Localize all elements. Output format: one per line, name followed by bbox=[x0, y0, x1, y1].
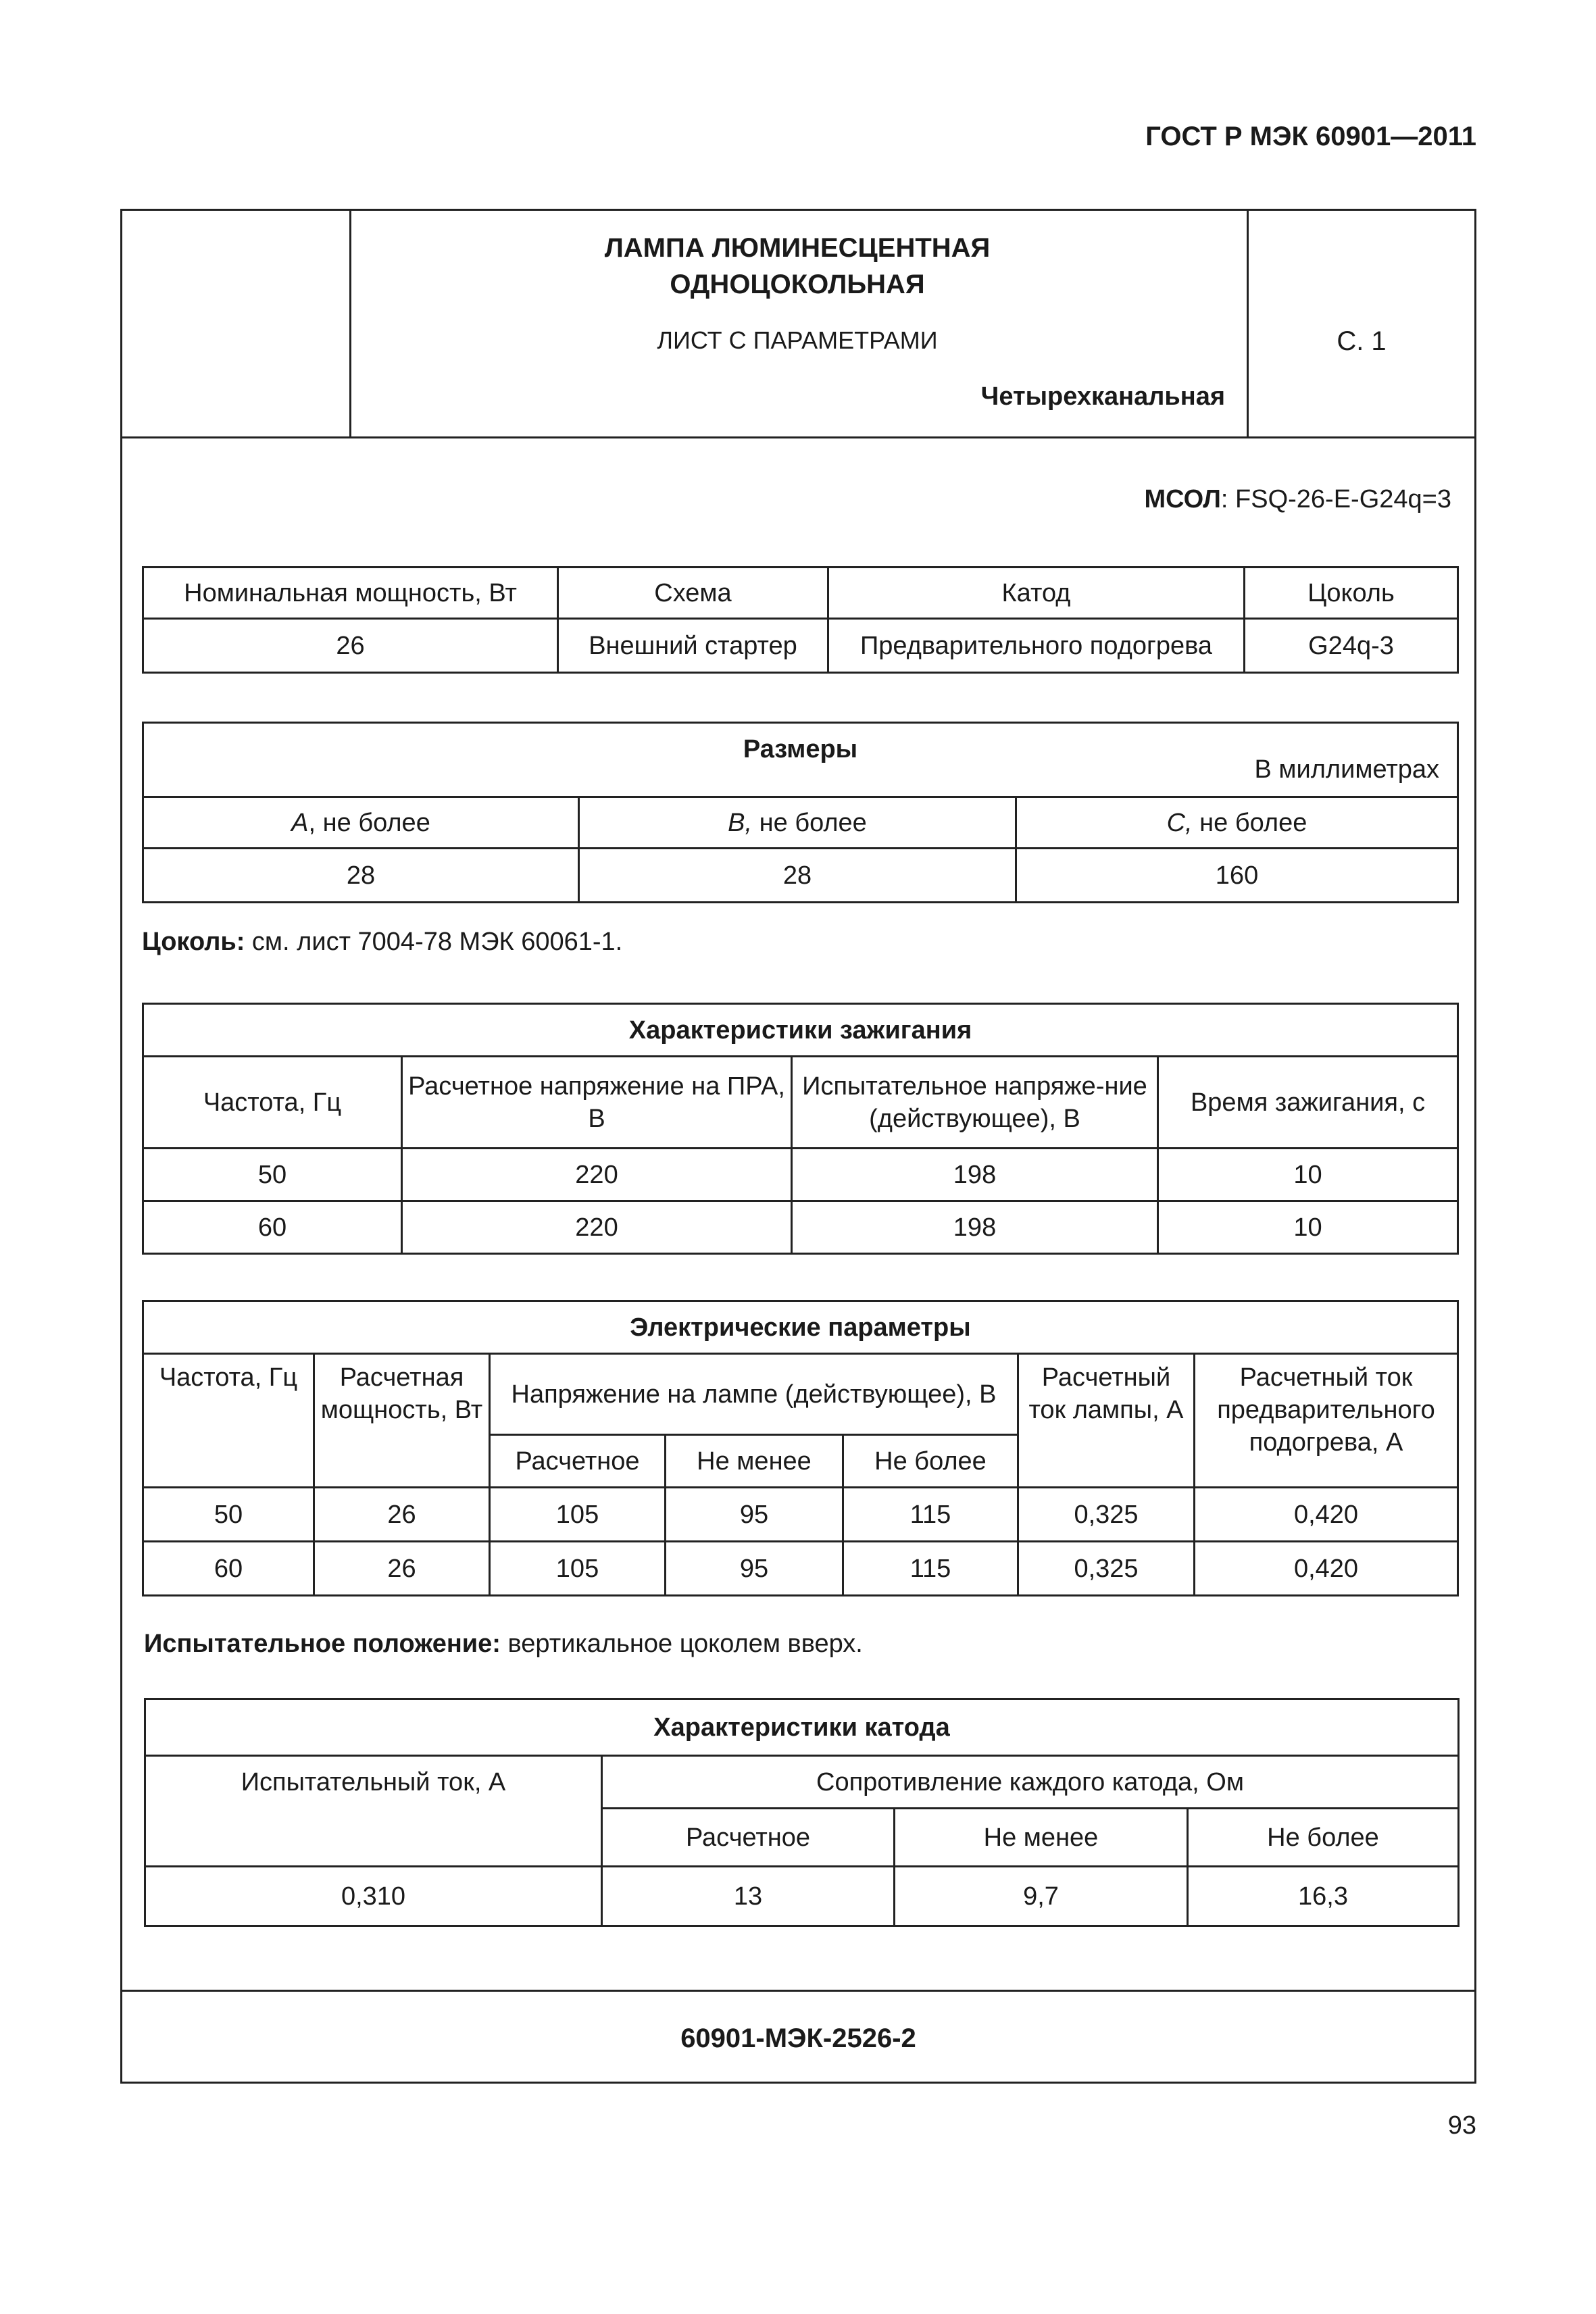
cell-el-v-min: 95 bbox=[666, 1542, 843, 1596]
th-base: Цоколь bbox=[1245, 568, 1458, 619]
cell-ign-time: 10 bbox=[1158, 1149, 1458, 1201]
table-row bbox=[143, 1149, 1458, 1201]
cell-cat-rated: 13 bbox=[602, 1867, 895, 1926]
header-divider-right bbox=[1247, 209, 1249, 436]
th-el-voltage: Напряжение на лампе (действующее), В bbox=[490, 1354, 1018, 1435]
msol-value: : FSQ-26-E-G24q=3 bbox=[1220, 485, 1451, 513]
cell-el-v-rated: 105 bbox=[490, 1488, 666, 1542]
test-position-text: вертикальное цоколем вверх. bbox=[500, 1630, 863, 1658]
th-cat-test-current: Испытательный ток, А bbox=[145, 1756, 602, 1867]
th-el-current: Расчетный ток лампы, А bbox=[1018, 1354, 1195, 1488]
dim-b-suffix: не более bbox=[752, 808, 867, 837]
test-position-note bbox=[144, 1630, 863, 1659]
dim-c-letter: С, bbox=[1166, 808, 1193, 837]
th-dim-c bbox=[1016, 797, 1458, 849]
test-position-label: Испытательное положение: bbox=[144, 1630, 501, 1658]
table-row bbox=[143, 849, 1458, 903]
electrical-table bbox=[142, 1300, 1459, 1596]
th-cat-resistance: Сопротивление каждого катода, Ом bbox=[602, 1756, 1459, 1809]
th-dim-a bbox=[143, 797, 579, 849]
cell-ign-ballast-voltage: 220 bbox=[402, 1201, 792, 1254]
cell-el-v-max: 115 bbox=[843, 1542, 1018, 1596]
base-note-label: Цоколь: bbox=[142, 928, 245, 956]
sheet-title-line1: ЛАМПА ЛЮМИНЕСЦЕНТНАЯ bbox=[604, 233, 991, 263]
cell-el-current: 0,325 bbox=[1018, 1542, 1195, 1596]
sheet-variant: Четырехканальная bbox=[980, 382, 1225, 411]
dimensions-unit: В миллиметрах bbox=[1254, 755, 1439, 784]
dimensions-caption-cell bbox=[143, 723, 1458, 797]
th-ign-freq: Частота, Гц bbox=[143, 1057, 402, 1149]
th-dim-b bbox=[579, 797, 1016, 849]
table-row bbox=[143, 1201, 1458, 1254]
th-power: Номинальная мощность, Вт bbox=[143, 568, 558, 619]
th-cathode: Катод bbox=[828, 568, 1245, 619]
cell-ign-test-voltage: 198 bbox=[792, 1149, 1158, 1201]
th-el-power: Расчетная мощность, Вт bbox=[314, 1354, 490, 1488]
th-cat-max: Не более bbox=[1188, 1809, 1459, 1867]
cell-el-freq: 60 bbox=[143, 1542, 314, 1596]
cell-el-v-max: 115 bbox=[843, 1488, 1018, 1542]
electrical-caption: Электрические параметры bbox=[143, 1301, 1458, 1354]
cell-dim-a: 28 bbox=[143, 849, 579, 903]
th-el-preheat: Расчетный ток предварительного подогрева, А bbox=[1195, 1354, 1458, 1488]
dim-b-letter: В, bbox=[728, 808, 753, 837]
footer-divider bbox=[120, 1990, 1476, 1992]
cell-el-power: 26 bbox=[314, 1542, 490, 1596]
cell-ign-ballast-voltage: 220 bbox=[402, 1149, 792, 1201]
cell-cat-min: 9,7 bbox=[895, 1867, 1188, 1926]
table-row bbox=[145, 1867, 1459, 1926]
table-row bbox=[143, 1542, 1458, 1596]
cathode-table bbox=[144, 1698, 1460, 1927]
cell-el-power: 26 bbox=[314, 1488, 490, 1542]
cell-el-preheat: 0,420 bbox=[1195, 1542, 1458, 1596]
th-cat-min: Не менее bbox=[895, 1809, 1188, 1867]
sheet-title bbox=[351, 230, 1243, 303]
cell-ign-time: 10 bbox=[1158, 1201, 1458, 1254]
cell-base: G24q-3 bbox=[1245, 619, 1458, 673]
base-note-text: см. лист 7004-78 МЭК 60061-1. bbox=[245, 928, 623, 956]
standard-designation: ГОСТ Р МЭК 60901—2011 bbox=[1145, 122, 1476, 151]
cell-dim-c: 160 bbox=[1016, 849, 1458, 903]
dim-c-suffix: не более bbox=[1192, 808, 1307, 837]
cell-ign-freq: 50 bbox=[143, 1149, 402, 1201]
ignition-table bbox=[142, 1003, 1459, 1255]
msol-label: МСОЛ bbox=[1144, 485, 1221, 513]
cell-el-v-min: 95 bbox=[666, 1488, 843, 1542]
cell-ign-test-voltage: 198 bbox=[792, 1201, 1158, 1254]
base-note bbox=[142, 928, 622, 957]
cell-cathode: Предварительного подогрева bbox=[828, 619, 1245, 673]
cell-scheme: Внешний стартер bbox=[558, 619, 828, 673]
cell-ign-freq: 60 bbox=[143, 1201, 402, 1254]
cell-el-freq: 50 bbox=[143, 1488, 314, 1542]
main-params-table bbox=[142, 566, 1459, 674]
msol-designation bbox=[0, 485, 1451, 514]
cell-el-preheat: 0,420 bbox=[1195, 1488, 1458, 1542]
cell-el-v-rated: 105 bbox=[490, 1542, 666, 1596]
sheet-title-line2: ОДНОЦОКОЛЬНАЯ bbox=[670, 270, 925, 299]
table-row bbox=[143, 1488, 1458, 1542]
dim-a-letter: А bbox=[291, 808, 309, 837]
sheet-subtitle: ЛИСТ С ПАРАМЕТРАМИ bbox=[657, 326, 938, 354]
th-el-v-min: Не менее bbox=[666, 1435, 843, 1488]
cell-cat-test-current: 0,310 bbox=[145, 1867, 602, 1926]
th-el-v-max: Не более bbox=[843, 1435, 1018, 1488]
cell-cat-max: 16,3 bbox=[1188, 1867, 1459, 1926]
cell-dim-b: 28 bbox=[579, 849, 1016, 903]
th-el-freq: Частота, Гц bbox=[143, 1354, 314, 1488]
sheet-page: С. 1 bbox=[1337, 326, 1387, 356]
table-row bbox=[143, 619, 1458, 673]
dimensions-table bbox=[142, 722, 1459, 903]
page-number: 93 bbox=[1447, 2111, 1476, 2140]
dim-a-suffix: , не более bbox=[308, 808, 430, 837]
th-el-v-rated: Расчетное bbox=[490, 1435, 666, 1488]
ignition-caption: Характеристики зажигания bbox=[143, 1004, 1458, 1057]
th-scheme: Схема bbox=[558, 568, 828, 619]
dimensions-caption: Размеры bbox=[743, 735, 858, 763]
th-ign-ballast-voltage: Расчетное напряжение на ПРА, В bbox=[402, 1057, 792, 1149]
th-cat-rated: Расчетное bbox=[602, 1809, 895, 1867]
th-ign-test-voltage: Испытательное напряже-ние (действующее), В bbox=[792, 1057, 1158, 1149]
cell-power: 26 bbox=[143, 619, 558, 673]
cathode-caption: Характеристики катода bbox=[145, 1699, 1459, 1756]
sheet-code: 60901-МЭК-2526-2 bbox=[680, 2023, 916, 2053]
cell-el-current: 0,325 bbox=[1018, 1488, 1195, 1542]
th-ign-time: Время зажигания, с bbox=[1158, 1057, 1458, 1149]
